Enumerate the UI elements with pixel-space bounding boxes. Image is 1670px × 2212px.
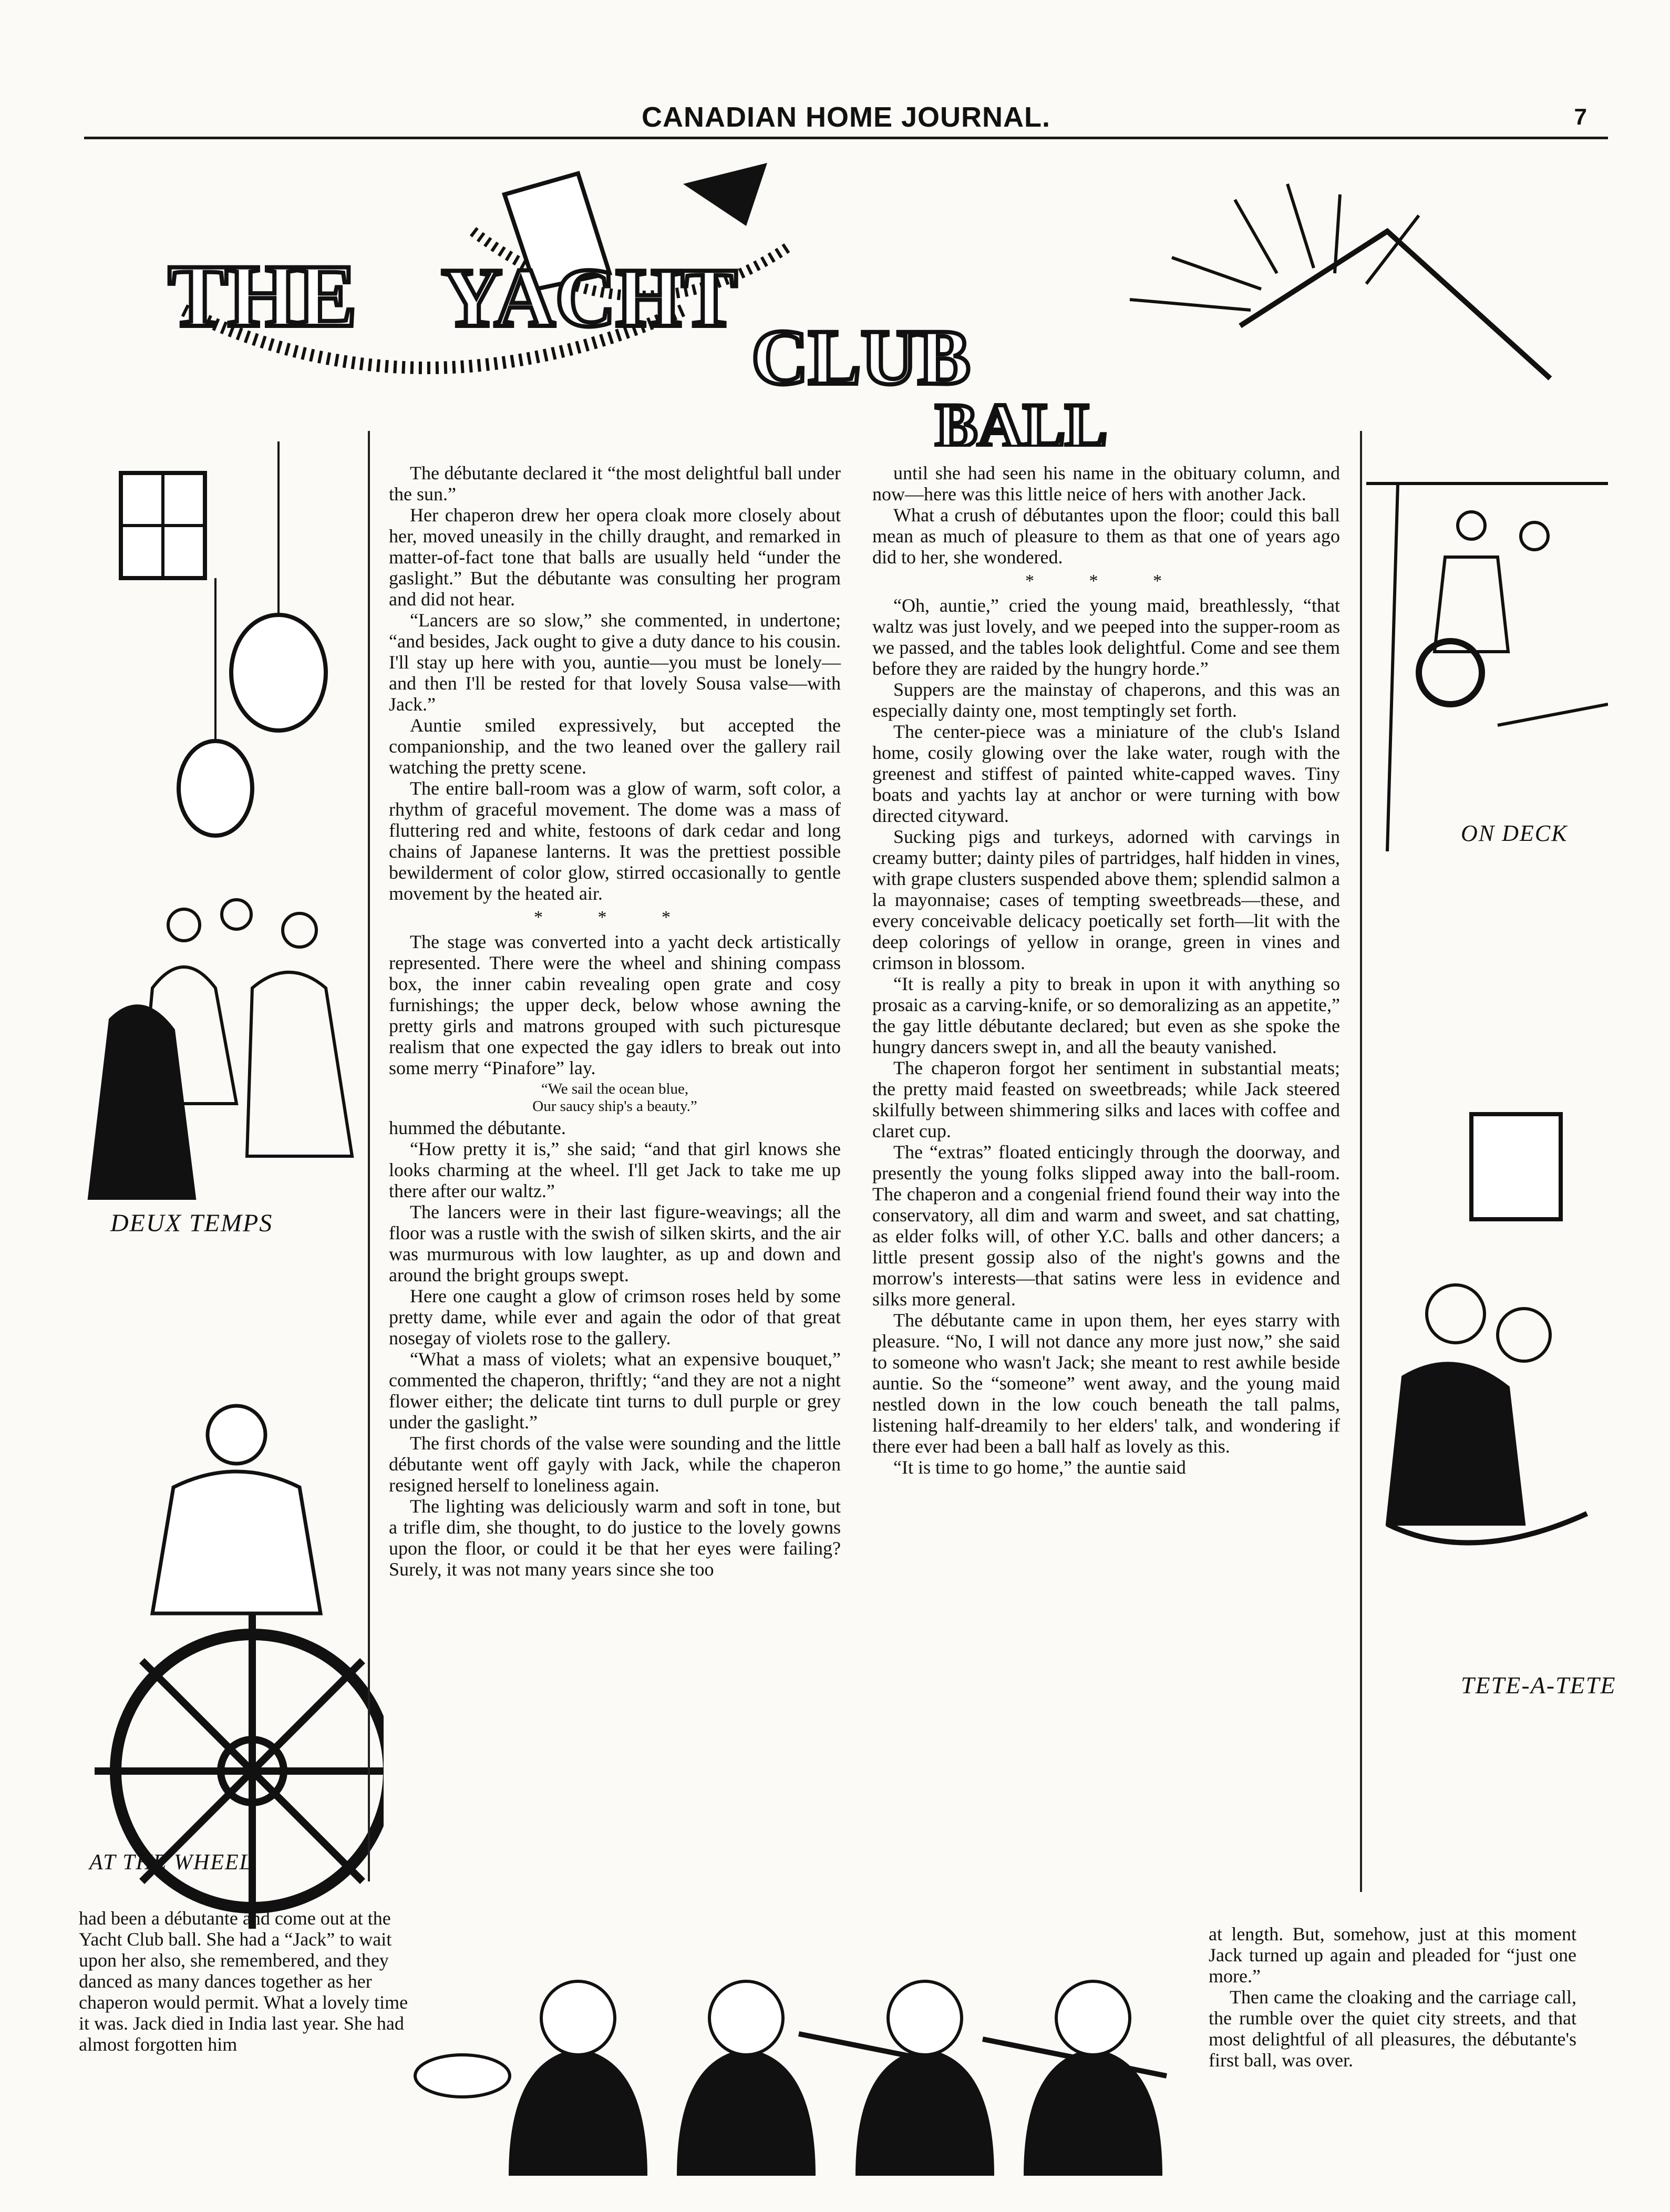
caption-tete-a-tete: TETE-A-TETE	[1461, 1672, 1616, 1699]
section-break: * * *	[534, 908, 696, 927]
lanterns-illustration	[79, 420, 373, 946]
title-lettering	[105, 152, 1576, 447]
paragraph: “What a mass of violets; what an expensive bouquet,” commented the chaperon, thriftly; “and they are not a night flower either; the delicate tint turns to dull purple or grey under the gaslight.”	[389, 1349, 841, 1433]
caption-on-deck: ON DECK	[1461, 820, 1568, 846]
title-word-club: CLUB	[751, 314, 971, 401]
journal-title: CANADIAN HOME JOURNAL.	[642, 101, 1050, 133]
sun-rays	[1130, 184, 1419, 310]
frame-rule-left	[368, 431, 370, 1881]
paragraph: The center-piece was a miniature of the club's Island home, cosily glowing over the lake water, rough with the greenest and stiffest of painted white-capped waves. Tiny boats and yachts lay at anchor or were turning with bow directed cityward.	[872, 721, 1340, 826]
paragraph: hummed the débutante.	[389, 1117, 566, 1138]
article-column-2-bottom	[1209, 1923, 1576, 2071]
paragraph: The débutante came in upon them, her eyes starry with pleasure. “No, I will not dance any more just now,” she said to someone who wasn't Jack; she meant to rest awhile beside auntie. So the “someone” went away, and the young maid nestled down in the low couch beneath the tall palms, listening half-dreamily to her elders' talk, and wondering if there ever had been a ball half as lovely as this.	[872, 1310, 1340, 1457]
page-number: 7	[1574, 104, 1587, 130]
paragraph: “Lancers are so slow,” she commented, in undertone; “and besides, Jack ought to give a duty dance to his cousin. I'll stay up here with you, auntie—you must be lonely—and then I'll be rested for that lovely Sousa valse—with Jack.”	[389, 610, 841, 715]
paragraph: until she had seen his name in the obituary column, and now—here was this little neice of hers with another Jack.	[872, 462, 1340, 505]
title-word-the: THE	[168, 246, 357, 345]
dancers-illustration	[79, 883, 373, 1209]
frame-rule-right	[1360, 431, 1362, 1892]
paragraph: The stage was converted into a yacht deck artistically represented. There were the wheel and shining compass box, the inner cabin revealing open grate and cosy furnishings; the upper deck, below whose awning the pretty girls and matrons grouped with such picturesque realism that one expected the gay idlers to break out into some merry “Pinafore” lay.	[389, 931, 841, 1078]
article-column-1	[389, 462, 841, 1580]
paragraph: Her chaperon drew her opera cloak more closely about her, moved uneasily in the chilly draught, and remarked in matter-of-fact tone that balls are usually held “under the gaslight.” But the débutante was consulting her program and did not hear.	[389, 505, 841, 610]
flag-small	[683, 163, 767, 226]
tete-a-tete-illustration	[1366, 1051, 1608, 1734]
paragraph: “It is really a pity to break in upon it with anything so prosaic as a carving-knife, or so demoralizing as an appetite,” the gay little débutante declared; but even as she spoke the hungry dancers swept in, and all the beauty vanished.	[872, 973, 1340, 1057]
verse-line: “We sail the ocean blue,	[541, 1081, 689, 1097]
paragraph: The lancers were in their last figure-weavings; all the floor was a rustle with the swish of silken skirts, and the air was murmurous with low laughter, as up and down and around the bright groups swept.	[389, 1201, 841, 1285]
paragraph: Here one caught a glow of crimson roses held by some pretty dame, while ever and again the odor of that great nosegay of violets rose to the gallery.	[389, 1285, 841, 1349]
musicians-illustration	[405, 1955, 1203, 2176]
wheel-girl-illustration	[79, 1393, 384, 1929]
paragraph: at length. But, somehow, just at this moment Jack turned up again and pleaded for “just one more.”	[1209, 1923, 1576, 1987]
paragraph: “It is time to go home,” the auntie said	[893, 1457, 1186, 1478]
paragraph: The débutante declared it “the most delightful ball under the sun.”	[389, 462, 841, 505]
caption-deux-temps: DEUX TEMPS	[110, 1209, 273, 1237]
paragraph: Auntie smiled expressively, but accepted the companionship, and the two leaned over the gallery rail watching the pretty scene.	[389, 715, 841, 778]
paragraph: Then came the cloaking and the carriage call, the rumble over the quiet city streets, and that most delightful of all pleasures, the débutante's first ball, was over.	[1209, 1987, 1576, 2071]
verse-line: Our saucy ship's a beauty.”	[532, 1098, 697, 1115]
paragraph: had been a débutante and come out at the Yacht Club ball. She had a “Jack” to wait upon her also, she remembered, and they danced as many dances together as her chaperon would permit. What a lovely time it was. Jack died in India last year. She had almost forgotten him	[79, 1908, 408, 2055]
paragraph: The entire ball-room was a glow of warm, soft color, a rhythm of graceful movement. The dome was a mass of fluttering red and white, festoons of dark cedar and long chains of Japanese lanterns. It was the prettiest possible bewilderment of color glow, stirred occasionally to gentle movement by the heated air.	[389, 778, 841, 904]
verse-quote	[389, 1081, 841, 1115]
paragraph: The lighting was deliciously warm and soft in tone, but a trifle dim, she thought, to do justice to the lovely gowns upon the floor, or could it be that her eyes were failing? Surely, it was not many years since she too	[389, 1496, 841, 1580]
deck-illustration	[1366, 431, 1608, 851]
title-word-ball: BALL	[935, 390, 1107, 447]
paragraph: The “extras” floated enticingly through the doorway, and presently the young folks slipped away into the ball-room. The chaperon and a congenial friend found their way into the conservatory, all dim and warm and sweet, and sat chatting, as elder folks will, of other Y.C. balls and other dancers; a little present gossip also of the night's gowns and the morrow's interests—that satins were less in evidence and silks more general.	[872, 1141, 1340, 1310]
page-header	[84, 89, 1608, 139]
tent-roof	[1240, 231, 1550, 378]
paragraph: The first chords of the valse were sounding and the little débutante went off gayly with Jack, while the chaperon resigned herself to loneliness again.	[389, 1433, 841, 1496]
title-word-yacht: YACHT	[441, 251, 738, 344]
article-column-1-bottom	[79, 1908, 415, 2055]
paragraph: “How pretty it is,” she said; “and that girl knows she looks charming at the wheel. I'll get Jack to take me up there after our waltz.”	[389, 1138, 841, 1201]
paragraph: “Oh, auntie,” cried the young maid, breathlessly, “that waltz was just lovely, and we peeped into the supper-room as we passed, and the tables look delightful. Come and see them before they are raided by the hungry horde.”	[872, 595, 1340, 679]
article-column-2	[872, 462, 1340, 1478]
paragraph: The chaperon forgot her sentiment in substantial meats; the pretty maid feasted on sweetbreads; while Jack steered skilfully between shimmering silks and laces with coffee and claret cup.	[872, 1057, 1340, 1141]
title-illustration	[105, 152, 1576, 447]
paragraph: What a crush of débutantes upon the floor; could this ball mean as much of pleasure to them as that one of years ago did to her, she wondered.	[872, 505, 1340, 568]
paragraph: Sucking pigs and turkeys, adorned with carvings in creamy butter; dainty piles of partridges, half hidden in vines, with grape clusters suspended above them; splendid salmon a la mayonnaise; cases of tempting sweetbreads—these, and every conceivable delicacy poetically set forth—lit with the deep colorings of yellow in orange, green in vines and crimson in blossom.	[872, 826, 1340, 973]
section-break: * * *	[1025, 571, 1187, 591]
caption-at-the-wheel: AT THE WHEEL	[89, 1850, 253, 1875]
paragraph: Suppers are the mainstay of chaperons, and this was an especially dainty one, most temptingly set forth.	[872, 679, 1340, 721]
